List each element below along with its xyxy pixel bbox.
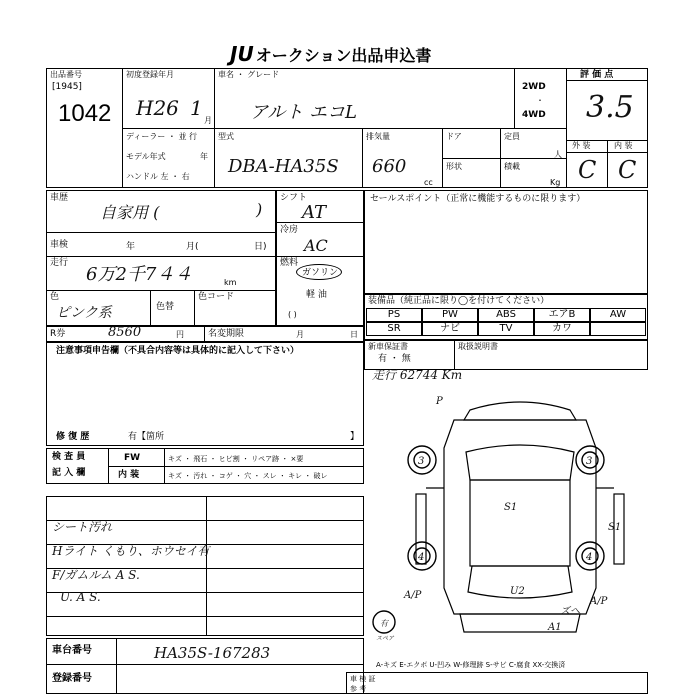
equipment-item: ABS [478,308,534,322]
shift-value: AT [302,202,327,223]
displacement-label: 排気量 [366,132,390,141]
load-unit: Kg [550,178,561,187]
fuel-paren: ( ) [288,310,297,319]
mark-ap-right: A/P [590,596,608,607]
equipment-item [590,322,646,336]
drive-4wd: 4WD [522,110,546,120]
color-change: 色替 [156,302,175,312]
equipment-label: 装備品（純正品に限り◯を付けてください） [368,296,550,306]
inspection-label: 車検 [50,240,69,250]
damage-legend: A-キズ E-エクボ U-凹み W-修理跡 S-サビ C-腐食 XX-交換済 [376,661,566,669]
grade-int: C [618,156,637,184]
inspector-interior: 内 装 [118,470,140,480]
name-change-month: 月 [296,330,304,339]
usage-label: 車歴 [50,193,69,203]
repair-close: 】 [350,432,360,442]
manual-label: 取扱説明書 [458,342,498,351]
mark-u2: U2 [510,586,525,597]
car-name-label: 車名 ・ グレード [218,70,280,79]
model-value: DBA-HA35S [228,156,339,177]
mileage-value: 6万2千7４４ [86,264,193,285]
inspection-year: 年 [126,242,136,252]
recycle-row [46,326,364,342]
recycle-value: 8560 [108,325,142,340]
dealer-label: ディーラー ・ 並 行 [126,132,197,141]
notes-label: 注意事項申告欄（不具合内容等は具体的に記入して下さい） [56,346,300,356]
name-change-label: 名変期限 [208,329,245,339]
car-name-value: アルト エコL [250,102,357,123]
hand-note-4: U. A S. [60,590,101,604]
mark-s1-right: S1 [608,522,622,533]
sales-block [364,190,648,294]
equipment-item: TV [478,322,534,336]
cooler-value: AC [304,236,328,255]
equipment-item: PS [366,308,422,322]
color-value: ピンク系 [56,305,112,321]
inspector-label-1: 検 査 員 [52,452,86,462]
hand-note-1: シート汚れ [52,520,113,534]
first-reg-label: 初度登録年月 [126,70,174,79]
hand-note-3: F/ガムルム A S. [52,568,140,582]
doc-sub-2: 参 考 [350,685,367,693]
grade-int-label: 内 装 [614,141,633,150]
mileage-unit: km [224,278,237,287]
equipment-item: ナビ [422,322,478,336]
chassis-label: 車台番号 [52,645,92,656]
name-change-day: 日 [350,330,358,339]
mark-p: P [436,396,443,407]
ju-logo: JU [230,42,254,66]
warranty-value: 有 ・ 無 [378,354,411,364]
equipment-item: エアB [534,308,590,322]
mark-tire-rr: 4 [586,552,593,563]
model-year-unit: 年 [200,152,208,161]
entry-ref: [1945] [52,82,82,92]
notes-block [46,342,364,446]
model-year-label: モデル年式 [126,152,166,161]
inspector-fw-items: キズ ・ 飛石 ・ ヒビ割 ・ リペア跡 ・ ×要 [168,455,304,463]
door-label: ドア [446,132,462,141]
warranty-label: 新車保証書 [368,342,408,351]
mark-zuhe: ズヘ [560,606,580,617]
windshield [466,445,574,480]
color-code: 色コード [198,292,235,302]
inspection-month: 月( [186,242,199,252]
mileage-note: 走行 62744 Km [372,368,463,382]
capacity-unit: 人 [554,150,562,159]
usage-close: ) [256,200,263,219]
drive-dot: ・ [536,96,544,105]
displacement-value: 660 [372,156,407,177]
displacement-unit: cc [424,178,433,187]
mark-ari: 有 [380,619,388,628]
inspector-fw: FW [124,453,141,463]
mark-tire-fr: 3 [586,456,593,467]
mark-a1: A1 [548,622,562,633]
mark-s1-center: S1 [504,502,518,513]
capacity-label: 定員 [504,132,520,141]
repair-label: 修 復 歴 [56,432,90,442]
hood-outline [464,402,576,420]
body-outline [444,420,596,614]
grade-ext-label: 外 装 [572,141,591,150]
first-reg-month-unit: 月 [204,116,212,125]
mark-ap-left: A/P [404,590,422,601]
equipment-item: AW [590,308,646,322]
drive-2wd: 2WD [522,82,546,92]
chassis-value: HA35S-167283 [154,644,271,662]
fuel-gasoline: ガソリン [302,268,339,278]
grade-label: 評 価 点 [580,70,614,80]
fuel-circle [296,264,342,280]
title-text: オークション出品申込書 [255,46,432,65]
color-label: 色 [50,292,60,302]
sales-label: セールスポイント（正常に機能するものに限ります） [370,194,586,204]
entry-label: 出品番号 [50,70,82,79]
entry-number: 1042 [58,100,112,127]
fuel-diesel: 軽 油 [306,290,327,300]
mark-spare: スペア [376,635,395,642]
equipment-item: SR [366,322,422,336]
grade-score: 3.5 [586,90,634,125]
load-label: 積載 [504,162,520,171]
mark-tire-rl: 4 [418,552,425,563]
cooler-label: 冷房 [280,225,299,235]
hand-note-2: Hライト くもり、ホウセイ有 [52,544,210,558]
shape-label: 形状 [446,162,462,171]
grade-ext: C [578,156,597,184]
shift-label: シフト [280,193,308,203]
fuel-label: 燃料 [280,258,299,268]
repair-value: 有【箇所 [128,432,165,442]
doc-sub-1: 車 検 証 [350,675,376,683]
roof [470,480,570,566]
equipment-item: PW [422,308,478,322]
form-title [230,42,431,66]
handle-label: ハンドル 左 ・ 右 [126,172,190,181]
doc-block [346,672,648,694]
equipment-item: カワ [534,322,590,336]
recycle-unit: 円 [176,330,184,339]
first-reg-month: 1 [190,96,203,120]
first-reg-year: H26 [136,96,179,120]
model-label: 型式 [218,132,234,141]
car-diagram [376,388,640,644]
inspection-day: 日) [254,242,267,252]
mark-tire-fl: 3 [418,456,425,467]
inspector-label-2: 記 入 欄 [52,468,86,478]
usage-value: 自家用 ( [100,203,160,222]
inspector-int-items: キズ ・ 汚れ ・ コゲ ・ 穴 ・ スレ ・ キレ ・ 破レ [168,472,328,480]
recycle-label: R券 [50,329,66,339]
mileage-label: 走行 [50,258,69,268]
registration-label: 登録番号 [52,673,92,684]
